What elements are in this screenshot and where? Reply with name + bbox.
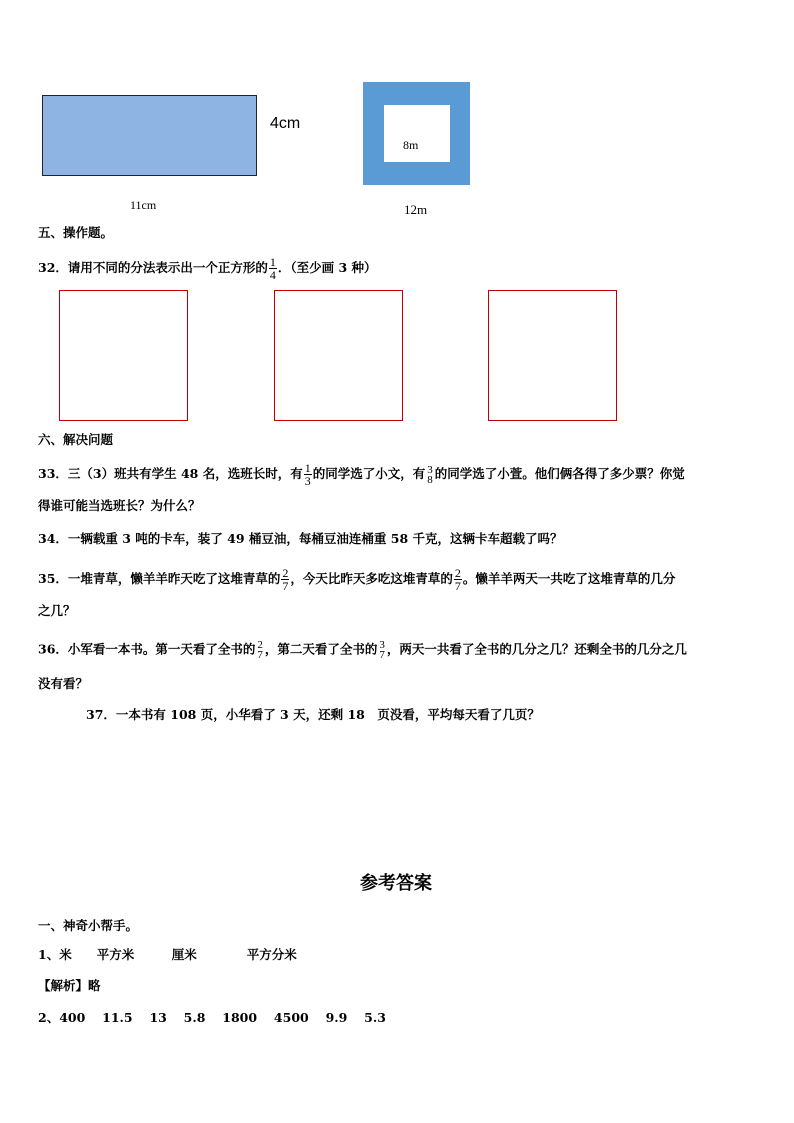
answers-section1-heading: 一、神奇小帮手。 [38, 918, 139, 933]
fraction-three-eighths: 3 8 [427, 463, 433, 486]
answers-title: 参考答案 [360, 873, 432, 894]
fraction-two-sevenths-b: $\frac{2}{7}$ [454, 566, 461, 593]
answer-2: 2、400 11.5 13 5.8 1800 4500 9.9 5.3 [38, 1010, 386, 1025]
drawing-square-2[interactable] [274, 290, 403, 421]
question-33-line2: 得谁可能当选班长？为什么？ [38, 498, 201, 513]
question-35: 35．一堆青草，懒羊羊昨天吃了这堆青草的 $\frac{2}{7}$ ，今天比昨天多吃这堆青草的 $\frac{2}{7}$ 。懒羊羊两天一共吃了这堆青草的几分 [38, 566, 676, 593]
drawing-square-3[interactable] [488, 290, 617, 421]
question-36-line2: 没有看？ [38, 676, 89, 691]
fraction-one-quarter: $\frac{1}{4}$ [269, 255, 276, 282]
answer-1-analysis: 【解析】略 [38, 978, 101, 993]
section6-heading: 六、解决问题 [38, 432, 114, 447]
question-35-line2: 之几？ [38, 603, 76, 618]
blue-rectangle [42, 95, 257, 176]
fraction-three-sevenths: 3 7 [379, 639, 385, 661]
fraction-one-third: $\frac{1}{3}$ [304, 461, 311, 488]
question-33: 33．三（3）班共有学生 48 名，选班长时，有 $\frac{1}{3}$ 的同学选了小文，有 3 8 的同学选了小萱。他们俩各得了多少票？你觉 [38, 461, 685, 488]
q32-text-end: ．（至少画 3 种） [277, 260, 377, 275]
fraction-two-sevenths-a: $\frac{2}{7}$ [282, 566, 289, 593]
q32-text: 32．请用不同的分法表示出一个正方形的 [38, 260, 268, 275]
question-36: 36．小军看一本书。第一天看了全书的 2 7 ，第二天看了全书的 3 7 ，两天一共看了全书的几分之几？还剩全书的几分之几 [38, 639, 687, 661]
section5-heading: 五、操作题。 [38, 225, 114, 240]
outer-square-label: 12m [404, 202, 428, 217]
rect-height-label: 4cm [270, 115, 301, 132]
question-37: 37．一本书有 108 页，小华看了 3 天，还剩 18 页没看，平均每天看了几页？ [86, 707, 540, 722]
drawing-square-1[interactable] [59, 290, 188, 421]
answer-1: 1、米 平方米 厘米 平方分米 [38, 947, 297, 962]
inner-white-square [384, 105, 450, 162]
question-32 [38, 256, 377, 281]
rect-width-label: 11cm [130, 198, 157, 212]
question-34: 34．一辆载重 3 吨的卡车，装了 49 桶豆油，每桶豆油连桶重 58 千克，这辆卡车超载了吗？ [38, 531, 563, 546]
fraction-two-sevenths-c: 2 7 [257, 639, 263, 661]
inner-square-label: 8m [403, 138, 419, 152]
